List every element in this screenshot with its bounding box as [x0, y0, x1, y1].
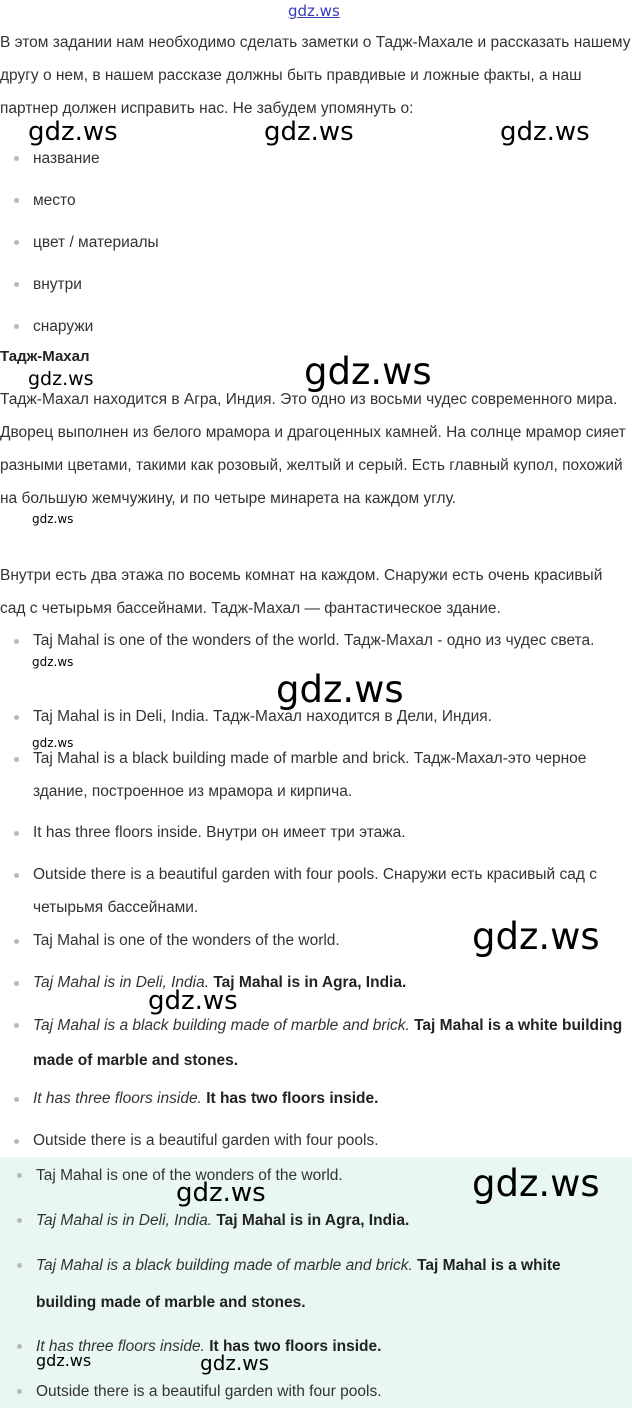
- section-heading: Тадж-Махал: [0, 348, 90, 365]
- watermark: gdz.ws: [472, 1162, 600, 1205]
- watermark: gdz.ws: [472, 915, 600, 958]
- watermark: gdz.ws: [176, 1178, 266, 1208]
- watermark: gdz.ws: [32, 736, 74, 750]
- description-paragraph-2: Внутри есть два этажа по восемь комнат на каждом. Снаружи есть очень красивый сад с четырьмя бассейнами. Тадж-Махал — фантастическое здание.: [0, 567, 603, 617]
- watermark: gdz.ws: [148, 986, 238, 1016]
- watermark: gdz.ws: [28, 368, 94, 390]
- watermark: gdz.ws: [36, 1351, 92, 1370]
- watermark: gdz.ws: [304, 350, 432, 393]
- description-paragraph: Тадж-Махал находится в Агра, Индия. Это одно из восьми чудес современного мира. Дворец выполнен из белого мрамора и драгоценных камней. На солнце мрамор сияет разными цветами, такими как розовый, желтый и серый. Есть главный купол, похожий на большую жемчужину, и по четыре минарета на каждом углу.: [0, 391, 626, 507]
- watermark: gdz.ws: [32, 512, 74, 526]
- watermark: gdz.ws: [264, 117, 354, 147]
- watermark: gdz.ws: [276, 668, 404, 711]
- watermark-link[interactable]: gdz.ws: [288, 2, 340, 20]
- watermark: gdz.ws: [28, 117, 118, 147]
- watermark: gdz.ws: [500, 117, 590, 147]
- watermark: gdz.ws: [32, 655, 74, 669]
- intro-paragraph: В этом задании нам необходимо сделать заметки о Тадж-Махале и рассказать нашему другу о нем, в нашем рассказе должны быть правдивые и ложные факты, а наш партнер должен исправить нас. Не забудем упомянуть о:: [0, 34, 631, 117]
- watermark: gdz.ws: [200, 1351, 270, 1375]
